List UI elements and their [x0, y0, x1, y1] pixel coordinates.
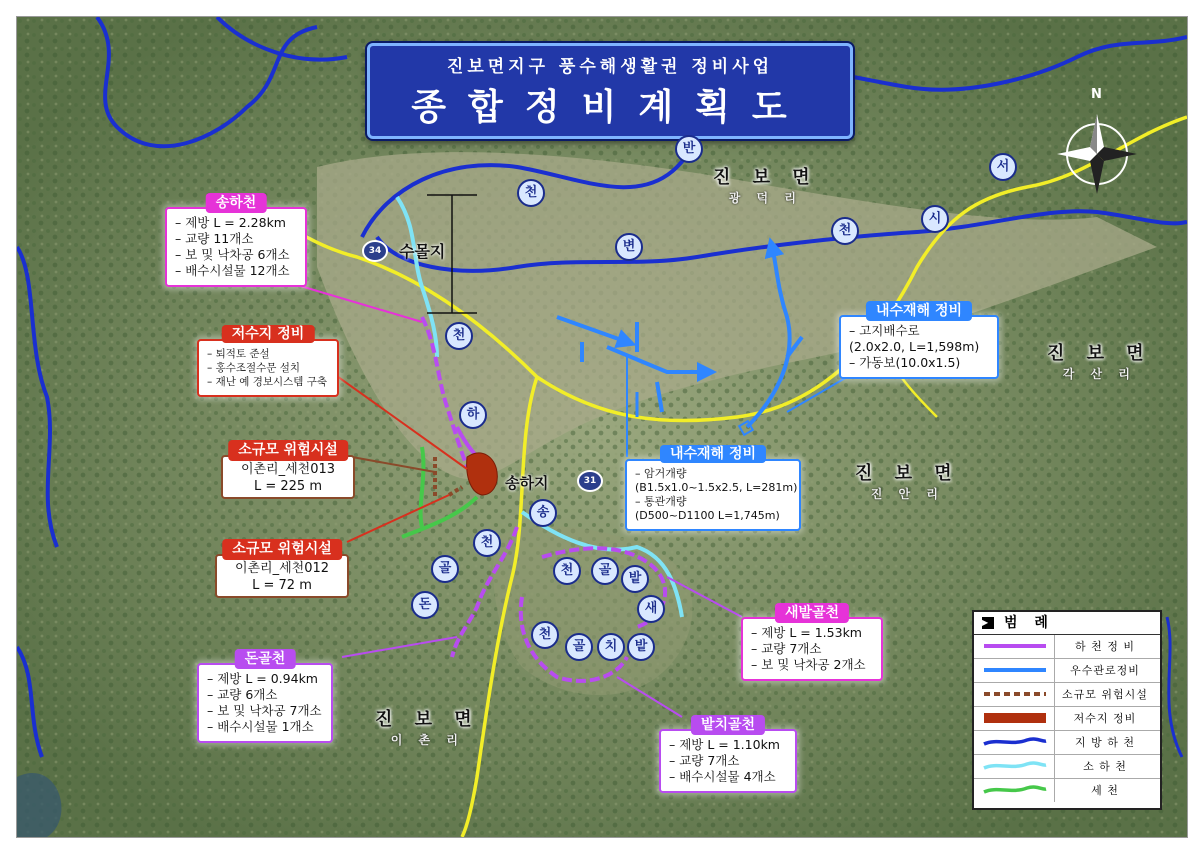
callout-songhacheon-item: – 배수시설물 12개소	[175, 263, 290, 278]
title-line2: 종합정비계획도	[411, 87, 809, 128]
callout-saebatgolcheon-title: 새밭골천	[775, 603, 849, 623]
callout-hazard-012-line1: 이촌리_세천012	[234, 561, 330, 576]
stream-label-songha-3: 송	[529, 499, 557, 527]
callout-batchigolcheon-item: – 배수시설물 4개소	[669, 769, 776, 784]
stream-label-saebatgol-4: 새	[637, 595, 665, 623]
callout-hazard-013-title: 소규모 위험시설	[228, 440, 348, 461]
legend-header	[974, 612, 1160, 635]
place-gaksan-name: 진 보 면	[1047, 343, 1152, 364]
callout-reservoir	[197, 326, 339, 397]
legend-swatch-small-stream	[982, 760, 1048, 772]
stream-label-saebatgol-1: 천	[553, 557, 581, 585]
place-jinan	[855, 459, 960, 502]
place-gaksan	[1047, 339, 1152, 382]
legend-swatch-river-major	[982, 736, 1048, 748]
place-gwangdeok-sub: 광 덕 리	[728, 191, 802, 205]
stream-label-dongol-1: 천	[473, 529, 501, 557]
river-label-byeon: 변	[615, 233, 643, 261]
callout-inland-1-title: 내수재해 정비	[866, 301, 972, 321]
callout-reservoir-item: – 재난 예 경보시스템 구축	[207, 376, 328, 388]
legend-label: 지 방 하 천	[1054, 731, 1155, 754]
place-ichon	[375, 705, 480, 748]
callout-inland-2-title: 내수재해 정비	[660, 445, 766, 463]
callout-songhacheon-item: – 제방 L = 2.28km	[175, 215, 286, 230]
legend-row	[974, 635, 1160, 659]
compass-north-label: N	[1091, 87, 1102, 102]
callout-batchigolcheon-title: 밭치골천	[691, 715, 765, 735]
stream-label-batchigol-2: 골	[565, 633, 593, 661]
callout-hazard-012-title: 소규모 위험시설	[222, 539, 342, 560]
callout-inland-2-item: (D500~D1100 L=1,745m)	[635, 509, 780, 522]
callout-dongolcheon-item: – 배수시설물 1개소	[207, 719, 314, 734]
callout-reservoir-item: – 홍수조절수문 설치	[207, 362, 301, 374]
legend	[972, 610, 1162, 810]
place-gwangdeok	[713, 163, 818, 206]
place-jinan-sub: 진 안 리	[870, 487, 944, 501]
callout-hazard-013-line2: L = 225 m	[253, 479, 322, 494]
legend-row	[974, 707, 1160, 731]
callout-inland-2-item: (B1.5x1.0~1.5x2.5, L=281m)	[635, 481, 798, 494]
legend-row	[974, 659, 1160, 683]
label-sumolji: 수몰지	[399, 242, 446, 261]
callout-inland-1-item: – 가동보(10.0x1.5)	[849, 355, 961, 370]
callout-songhacheon-title: 송하천	[206, 193, 267, 213]
callout-inland-2-item: – 통관개량	[635, 495, 687, 508]
legend-label: 소 하 천	[1054, 755, 1155, 778]
callout-batchigolcheon-item: – 제방 L = 1.10km	[669, 737, 780, 752]
river-label-byeon-chun: 천	[517, 179, 545, 207]
legend-swatch-sewer	[982, 664, 1048, 676]
legend-row	[974, 779, 1160, 802]
callout-hazard-013	[221, 442, 355, 499]
callout-batchigolcheon	[659, 717, 797, 793]
river-label-cheon: 천	[831, 217, 859, 245]
route-34-badge: 34	[362, 240, 388, 262]
callout-songhacheon-item: – 교량 11개소	[175, 231, 254, 246]
title-box	[367, 43, 853, 139]
legend-label: 세 천	[1054, 779, 1155, 802]
callout-inland-1	[839, 303, 999, 379]
callout-dongolcheon-item: – 교량 6개소	[207, 687, 278, 702]
route-31-badge: 31	[577, 470, 603, 492]
legend-label: 하 천 정 비	[1054, 635, 1155, 658]
callout-dongolcheon	[197, 651, 333, 743]
callout-songhacheon	[165, 195, 307, 287]
callout-saebatgolcheon	[741, 605, 883, 681]
callout-inland-1-item: – 고지배수로	[849, 323, 920, 338]
callout-songhacheon-item: – 보 및 낙차공 6개소	[175, 247, 290, 262]
legend-swatch-hazard	[982, 688, 1048, 700]
place-gaksan-sub: 각 산 리	[1062, 367, 1136, 381]
callout-saebatgolcheon-item: – 교량 7개소	[751, 641, 822, 656]
callout-saebatgolcheon-item: – 제방 L = 1.53km	[751, 625, 862, 640]
label-songhaji: 송하지	[505, 474, 549, 492]
callout-hazard-013-line1: 이촌리_세천013	[240, 462, 336, 477]
place-ichon-name: 진 보 면	[375, 709, 480, 730]
stream-label-batchigol-4: 밭	[627, 633, 655, 661]
callout-reservoir-item: – 퇴적토 준설	[207, 348, 270, 360]
stream-label-batchigol-1: 천	[531, 621, 559, 649]
place-jinan-name: 진 보 면	[855, 463, 960, 484]
legend-label: 우수관로정비	[1054, 659, 1155, 682]
legend-play-icon: ▶	[982, 618, 995, 627]
legend-row	[974, 755, 1160, 779]
stream-label-batchigol-3: 치	[597, 633, 625, 661]
legend-label: 저수지 정비	[1054, 707, 1155, 730]
callout-saebatgolcheon-item: – 보 및 낙차공 2개소	[751, 657, 866, 672]
stream-label-dongol-3: 돈	[411, 591, 439, 619]
callout-reservoir-title: 저수지 정비	[222, 325, 315, 343]
stream-label-saebatgol-3: 밭	[621, 565, 649, 593]
callout-inland-1-item: (2.0x2.0, L=1,598m)	[849, 339, 980, 354]
river-label-si: 시	[921, 205, 949, 233]
legend-row	[974, 731, 1160, 755]
stream-label-saebatgol-2: 골	[591, 557, 619, 585]
legend-swatch-side-stream	[982, 784, 1048, 796]
stream-label-songha-2: 하	[459, 401, 487, 429]
stream-label-dongol-2: 골	[431, 555, 459, 583]
callout-dongolcheon-item: – 제방 L = 0.94km	[207, 671, 318, 686]
aerial-map	[16, 16, 1188, 838]
river-label-ban: 반	[675, 135, 703, 163]
legend-swatch-stream-improvement	[982, 640, 1048, 652]
callout-batchigolcheon-item: – 교량 7개소	[669, 753, 740, 768]
place-gwangdeok-name: 진 보 면	[713, 167, 818, 188]
callout-hazard-012	[215, 541, 349, 598]
legend-title: 범 례	[1004, 615, 1054, 631]
legend-label: 소규모 위험시설	[1054, 683, 1155, 706]
legend-row	[974, 683, 1160, 707]
callout-dongolcheon-title: 돈골천	[235, 649, 296, 669]
callout-hazard-012-line2: L = 72 m	[252, 578, 312, 593]
stream-label-songha-1: 천	[445, 322, 473, 350]
title-line1: 진보면지구 풍수해생활권 정비사업	[446, 57, 774, 77]
place-ichon-sub: 이 촌 리	[390, 733, 464, 747]
callout-inland-2-item: – 암거개량	[635, 467, 687, 480]
river-label-seo: 서	[989, 153, 1017, 181]
callout-inland-2	[625, 446, 801, 531]
legend-swatch-reservoir	[982, 712, 1048, 724]
callout-dongolcheon-item: – 보 및 낙차공 7개소	[207, 703, 322, 718]
